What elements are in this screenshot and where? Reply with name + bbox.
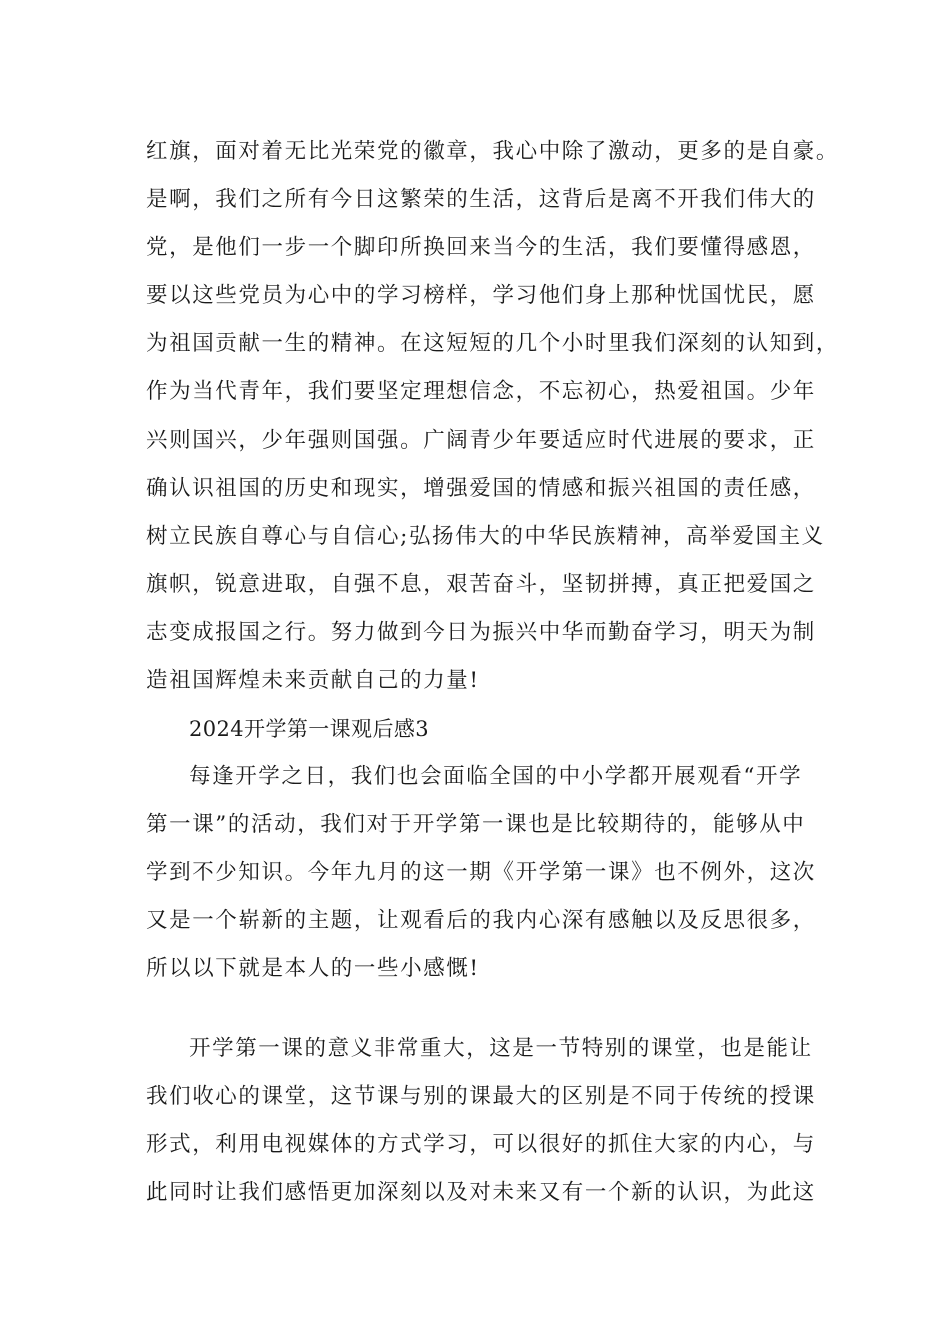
paragraph-2-line-2: 第一课”的活动，我们对于开学第一课也是比较期待的，能够从中 [146,812,806,837]
paragraph-1-line-1: 红旗，面对着无比光荣党的徽章，我心中除了激动，更多的是自豪。 [146,139,840,164]
paragraph-1-line-10: 旗帜，锐意进取，自强不息，艰苦奋斗，坚韧拼搏，真正把爱国之 [146,572,816,597]
paragraph-1-line-4: 要以这些党员为心中的学习榜样，学习他们身上那种忧国忧民，愿 [146,283,816,308]
paragraph-1-line-12: 造祖国辉煌未来贡献自己的力量! [146,668,480,693]
paragraph-3-line-3: 形式，利用电视媒体的方式学习，可以很好的抓住大家的内心，与 [146,1132,816,1157]
paragraph-1-line-3: 党，是他们一步一个脚印所换回来当今的生活，我们要懂得感恩， [146,235,816,260]
paragraph-1-line-5: 为祖国贡献一生的精神。在这短短的几个小时里我们深刻的认知到， [146,331,840,356]
paragraph-3-line-4: 此同时让我们感悟更加深刻以及对未来又有一个新的认识，为此这 [146,1180,816,1205]
paragraph-1-line-9: 树立民族自尊心与自信心;弘扬伟大的中华民族精神，高举爱国主义 [146,524,825,549]
paragraph-2-line-5: 所以以下就是本人的一些小感慨! [146,956,480,981]
paragraph-3-line-2: 我们收心的课堂，这节课与别的课最大的区别是不同于传统的授课 [146,1084,816,1109]
paragraph-1-line-8: 确认识祖国的历史和现实，增强爱国的情感和振兴祖国的责任感， [146,476,816,501]
paragraph-2-line-1: 每逢开学之日，我们也会面临全国的中小学都开展观看“开学 [189,764,803,789]
section-heading: 2024开学第一课观后感3 [189,717,430,741]
paragraph-1-line-2: 是啊，我们之所有今日这繁荣的生活，这背后是离不开我们伟大的 [146,187,816,212]
paragraph-1-line-6: 作为当代青年，我们要坚定理想信念，不忘初心，热爱祖国。少年 [146,379,816,404]
paragraph-2-line-4: 又是一个崭新的主题，让观看后的我内心深有感触以及反思很多， [146,908,816,933]
paragraph-3-line-1: 开学第一课的意义非常重大，这是一节特别的课堂，也是能让 [189,1036,813,1061]
paragraph-1-line-11: 志变成报国之行。努力做到今日为振兴中华而勤奋学习，明天为制 [146,620,816,645]
paragraph-2-line-3: 学到不少知识。今年九月的这一期《开学第一课》也不例外，这次 [146,860,816,885]
paragraph-1-line-7: 兴则国兴，少年强则国强。广阔青少年要适应时代进展的要求，正 [146,428,816,453]
